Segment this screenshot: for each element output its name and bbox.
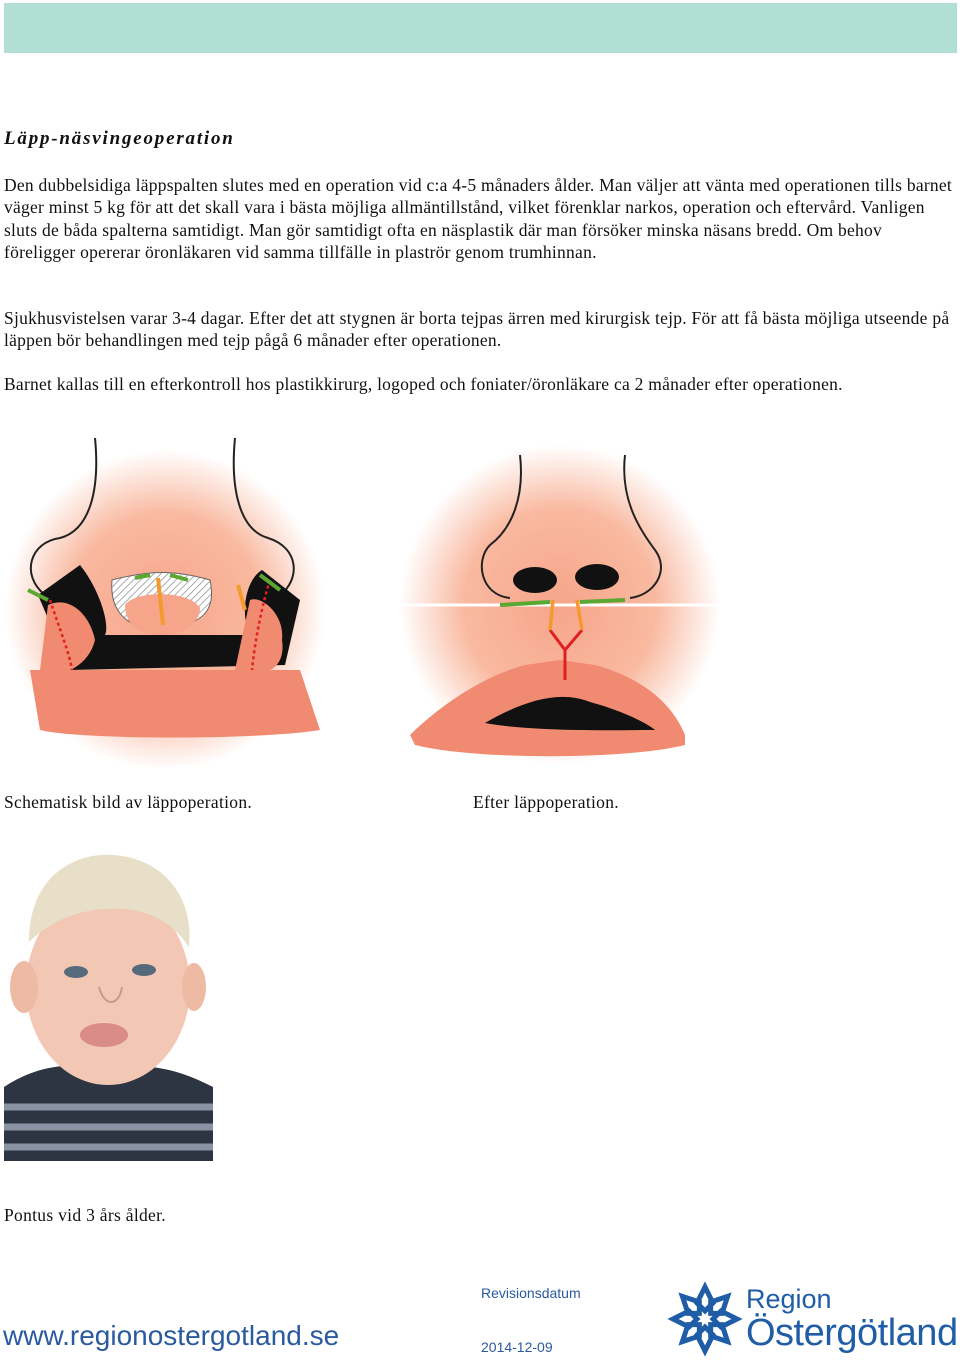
- paragraph-operation: Den dubbelsidiga läppspalten slutes med en operation vid c:a 4-5 månaders ålder. Man väljer att vänta med operationen tills barnet väger minst 5 kg för att det skall vara i bästa möjliga allmäntillstånd, vilket förenklar narkos, operation och eftervård. Vanligen sluts de båda spalterna samtidigt. Man gör samtidigt ofta en näsplastik där man försöker minska näsans bredd. Om behov föreligger opererar öronläkaren vid samma tillfälle in plaströr genom trumhinnan.: [4, 175, 953, 262]
- page-title: Läpp-näsvingeoperation: [4, 128, 235, 149]
- revision-label: Revisionsdatum: [481, 1285, 581, 1301]
- paragraph-hospital-stay: Sjukhusvistelsen varar 3-4 dagar. Efter det att stygnen är borta tejpas ärren med kirurgisk tejp. För att få bästa möjliga utseende på läppen bör behandlingen med tejp pågå 6 månader efter operationen.: [4, 308, 950, 351]
- paragraph-follow-up: Barnet kallas till en efterkontroll hos plastikkirurg, logoped och foniater/öronläkare ca 2 månader efter operationen.: [4, 374, 843, 394]
- region-ostergotland-logo: [667, 1281, 959, 1359]
- caption-after-operation: Efter läppoperation.: [473, 792, 619, 812]
- lip-operation-schematic: [0, 430, 330, 770]
- caption-schematic: Schematisk bild av läppoperation.: [4, 792, 253, 812]
- child-photo: [4, 837, 213, 1161]
- revision-date: 2014-12-09: [481, 1339, 553, 1355]
- logo-text-ostergotland: Östergötland: [746, 1312, 958, 1354]
- after-operation-illustration: [385, 440, 735, 780]
- region-logo-icon: [667, 1281, 743, 1357]
- logo-text-region: Region: [746, 1284, 832, 1314]
- footer-website-link[interactable]: www.regionostergotland.se: [3, 1320, 340, 1351]
- header-band: [4, 3, 957, 53]
- caption-photo: Pontus vid 3 års ålder.: [4, 1205, 166, 1225]
